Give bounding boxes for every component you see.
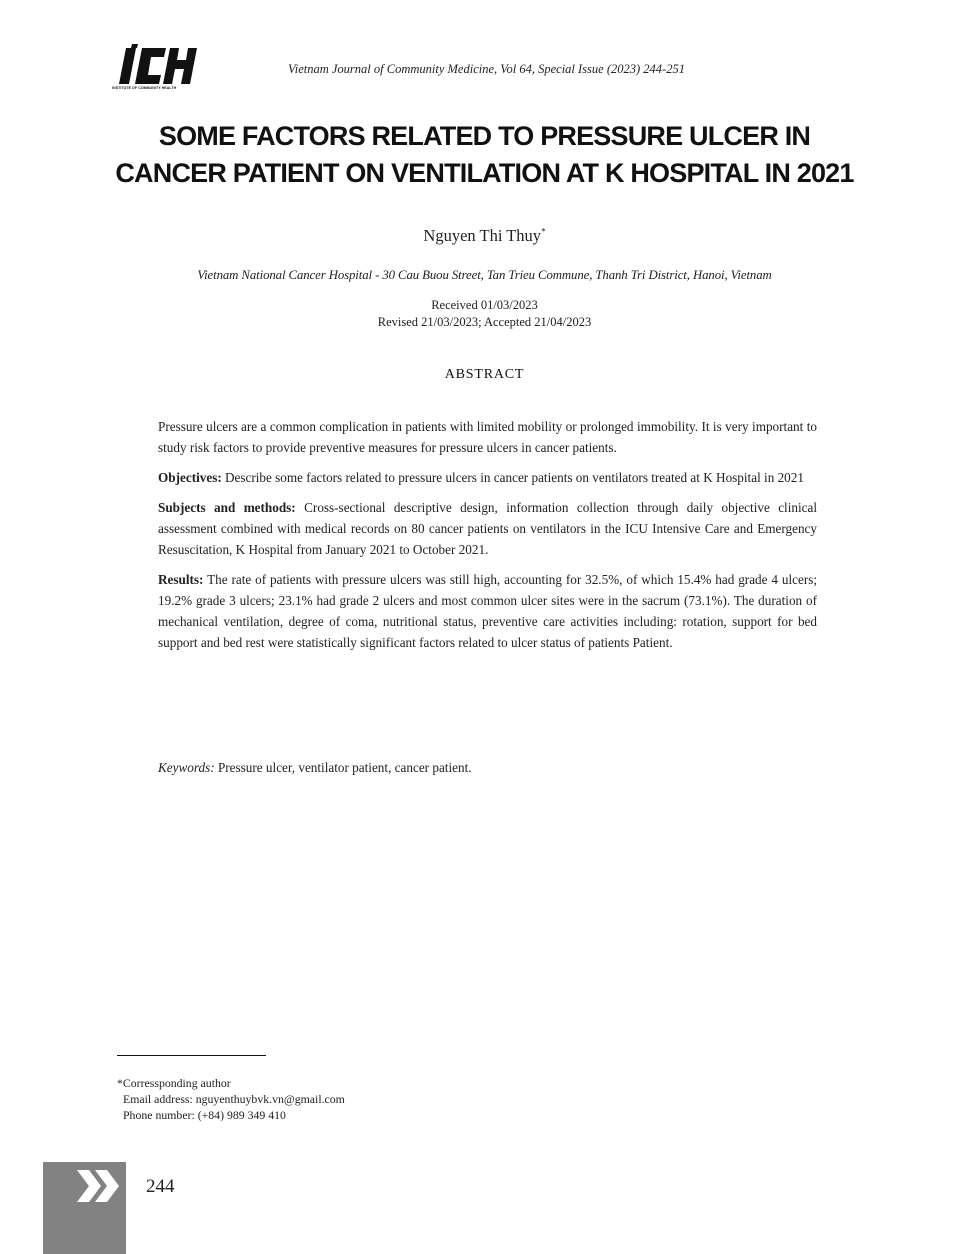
keywords	[158, 757, 817, 778]
page-number: 244	[146, 1176, 175, 1197]
logo-caption: INSTITUTE OF COMMUNITY HEALTH	[112, 86, 177, 90]
title-line-2: CANCER PATIENT ON VENTILATION AT K HOSPITAL IN 2021	[115, 158, 854, 188]
footnote	[117, 1075, 345, 1123]
revised-accepted-date: Revised 21/03/2023; Accepted 21/04/2023	[377, 315, 592, 329]
author-name: Nguyen Thi Thuy	[423, 226, 542, 245]
methods-text: Cross-sectional descriptive design, information collection through daily objective clinical assessment combined with medical records on 80 cancer patients on ventilators in the ICU Intensive Care and Emergency Resuscitation, K Hospital from January 2021 to October 2021.	[158, 500, 818, 557]
received-date: Received 01/03/2023	[431, 298, 538, 312]
page-tab	[43, 1162, 126, 1254]
abstract-body	[158, 416, 817, 662]
results-text: The rate of patients with pressure ulcers was still high, accounting for 32.5%, of which 15.4% had grade 4 ulcers; 19.2% grade 3 ulcers; 23.1% had grade 2 ulcers and most common ulcer sites were in the sacrum (73.1%). The duration of mechanical ventilation, degree of coma, nutritional status, preventive care activities including: rotation, support for bed support and bed rest were statistically significant factors related to ulcer status of patients Patient.	[158, 572, 818, 650]
abstract-intro: Pressure ulcers are a common complication in patients with limited mobility or prolonged immobility. It is very important to study risk factors to provide preventive measures for pressure ulcers in cancer patients.	[158, 419, 817, 455]
results-label: Results:	[158, 572, 204, 587]
email-address: Email address: nguyenthuybvk.vn@gmail.com	[123, 1092, 345, 1106]
keywords-label: Keywords:	[158, 760, 215, 775]
double-chevron-icon	[75, 1168, 123, 1204]
corresponding-author: *Corressponding author	[117, 1076, 231, 1090]
phone-number: Phone number: (+84) 989 349 410	[123, 1108, 286, 1122]
title-line-1: SOME FACTORS RELATED TO PRESSURE ULCER IN	[158, 121, 811, 151]
abstract-heading: ABSTRACT	[444, 367, 525, 382]
keywords-text: Pressure ulcer, ventilator patient, cancer patient.	[217, 760, 472, 775]
objectives-text: Describe some factors related to pressure ulcers in cancer patients on ventilators treated at K Hospital in 2021	[225, 470, 804, 485]
journal-citation: Vietnam Journal of Community Medicine, Vol 64, Special Issue (2023) 244-251	[288, 62, 685, 76]
footnote-divider	[117, 1055, 266, 1056]
abstract-results	[158, 569, 817, 653]
objectives-label: Objectives:	[158, 470, 222, 485]
article-dates	[0, 297, 969, 331]
author-mark: *	[541, 226, 546, 237]
author	[0, 226, 969, 246]
paper-title	[0, 118, 969, 192]
abstract-objectives	[158, 467, 817, 488]
methods-label: Subjects and methods:	[158, 500, 296, 515]
abstract-methods	[158, 497, 817, 560]
affiliation: Vietnam National Cancer Hospital - 30 Cau Buou Street, Tan Trieu Commune, Thanh Tri District, Hanoi, Vietnam	[197, 268, 772, 282]
